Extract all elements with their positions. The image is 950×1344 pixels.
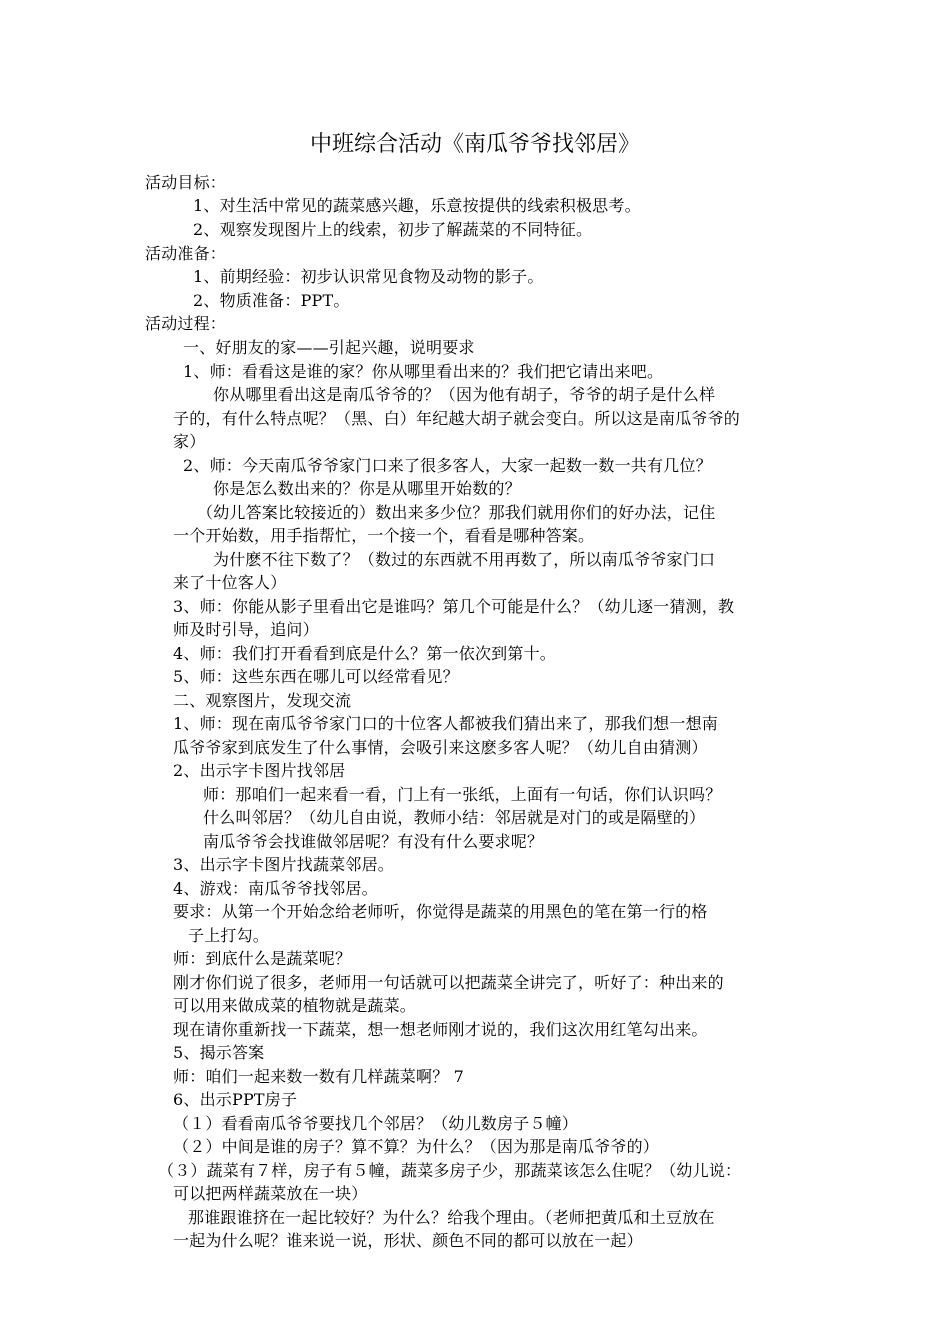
text-line: 1、师：看看这是谁的家？你从哪里看出来的？我们把它请出来吧。 [183,362,664,381]
text-line: 子上打勾。 [188,926,270,945]
section-heading-goals: 活动目标： [145,173,227,192]
text-line: 那谁跟谁挤在一起比较好？为什么？给我个理由。（老师把黄瓜和土豆放在 [188,1208,715,1227]
section-heading-observe: 二、观察图片，发现交流 [173,691,352,710]
text-line: 可以用来做成菜的植物就是蔬菜。 [173,996,417,1015]
text-line: 师：咱们一起来数一数有几样蔬菜啊？ 7 [173,1067,465,1086]
text-line: 家） [173,432,206,451]
text-line: 你从哪里看出这是南瓜爷爷的？（因为他有胡子，爷爷的胡子是什么样 [213,385,716,404]
text-line: 1、前期经验：初步认识常见食物及动物的影子。 [193,267,544,286]
text-line: 可以把两样蔬菜放在一块） [173,1184,368,1203]
text-line: 为什麽不往下数了？（数过的东西就不用再数了，所以南瓜爷爷家门口 [213,550,716,569]
text-line: 5、揭示答案 [173,1043,265,1062]
text-line: 南瓜爷爷会找谁做邻居呢？有没有什么要求呢？ [203,832,544,851]
text-line: 一个开始数，用手指帮忙，一个接一个，看看是哪种答案。 [173,526,595,545]
text-line: 要求：从第一个开始念给老师听，你觉得是蔬菜的用黑色的笔在第一行的格 [173,902,708,921]
text-line: 3、师：你能从影子里看出它是谁吗？第几个可能是什么？（幼儿逐一猜测，教 [173,597,735,616]
text-line: 2、观察发现图片上的线索，初步了解蔬菜的不同特征。 [193,220,593,239]
text-line: 什么叫邻居？（幼儿自由说，教师小结：邻居就是对门的或是隔壁的） [203,808,706,827]
text-line: （１）看看南瓜爷爷要找几个邻居？（幼儿数房子５幢） [173,1114,579,1133]
section-heading-preparation: 活动准备： [145,244,227,263]
text-line: （幼儿答案比较接近的）数出来多少位？那我们就用你们的好办法，记住 [197,503,716,522]
text-line: 一、好朋友的家——引起兴趣，说明要求 [183,338,475,357]
text-line: 师：到底什么是蔬菜呢？ [173,949,352,968]
text-line: 4、师：我们打开看看到底是什么？第一依次到第十。 [173,644,556,663]
text-line: 刚才你们说了很多，老师用一句话就可以把蔬菜全讲完了，听好了：种出来的 [173,973,724,992]
text-line: （３）蔬菜有７样，房子有５幢，蔬菜多房子少，那蔬菜该怎么住呢？（幼儿说： [158,1161,742,1180]
text-line: 2、出示字卡图片找邻居 [173,761,346,780]
section-heading-process: 活动过程： [145,314,227,333]
text-line: 6、出示PPT房子 [173,1090,298,1109]
text-line: 来了十位客人） [173,573,287,592]
text-line: 你是怎么数出来的？你是从哪里开始数的？ [213,479,521,498]
text-line: 5、师：这些东西在哪儿可以经常看见？ [173,667,459,686]
text-line: （２）中间是谁的房子？算不算？为什么？（因为那是南瓜爷爷的） [173,1137,660,1156]
text-line: 师：那咱们一起来看一看，门上有一张纸，上面有一句话，你们认识吗？ [203,785,722,804]
page-title: 中班综合活动《南瓜爷爷找邻居》 [309,132,640,157]
text-line: 1、师：现在南瓜爷爷家门口的十位客人都被我们猜出来了，那我们想一想南 [173,714,718,733]
text-line: 一起为什么呢？谁来说一说，形状、颜色不同的都可以放在一起） [173,1231,643,1250]
text-line: 子的，有什么特点呢？（黑、白）年纪越大胡子就会变白。所以这是南瓜爷爷的 [173,409,741,428]
text-line: 4、游戏：南瓜爷爷找邻居。 [173,879,378,898]
text-line: 瓜爷爷家到底发生了什么事情，会吸引来这麽多客人呢？（幼儿自由猜测） [173,738,708,757]
text-line: 2、物质准备：PPT。 [193,291,350,310]
text-line: 2、师：今天南瓜爷爷家门口来了很多客人，大家一起数一数一共有几位？ [183,456,712,475]
text-line: 师及时引导，追问） [173,620,319,639]
text-line: 3、出示字卡图片找蔬菜邻居。 [173,855,394,874]
text-line: 现在请你重新找一下蔬菜，想一想老师刚才说的，我们这次用红笔勾出来。 [173,1020,708,1039]
text-line: 1、对生活中常见的蔬菜感兴趣，乐意按提供的线索积极思考。 [193,196,641,215]
